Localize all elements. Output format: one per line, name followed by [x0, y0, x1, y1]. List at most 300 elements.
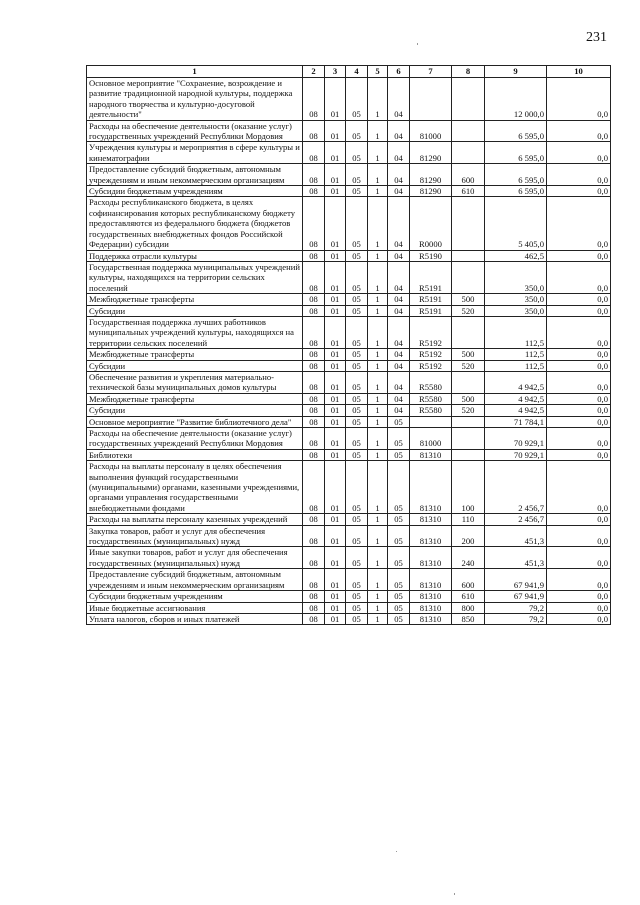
expense-name-cell: Субсидии	[87, 360, 303, 371]
table-cell: 01	[325, 164, 346, 186]
table-cell: R5191	[410, 261, 452, 293]
table-cell: 05	[346, 294, 368, 305]
table-cell: 4 942,5	[485, 393, 547, 404]
table-cell: 600	[452, 164, 485, 186]
budget-table	[86, 65, 611, 625]
table-cell: 01	[325, 428, 346, 450]
table-cell: 05	[346, 371, 368, 393]
table-cell: 04	[388, 164, 410, 186]
table-cell: 05	[346, 514, 368, 525]
table-row	[87, 613, 611, 624]
table-cell: 04	[388, 294, 410, 305]
table-cell: 1	[368, 461, 388, 514]
table-cell: 05	[346, 602, 368, 613]
table-cell: 1	[368, 393, 388, 404]
table-cell: 0,0	[547, 261, 611, 293]
table-cell: 0,0	[547, 461, 611, 514]
table-cell: 0,0	[547, 514, 611, 525]
table-cell: 01	[325, 547, 346, 569]
table-cell: 01	[325, 416, 346, 427]
table-cell: 81310	[410, 547, 452, 569]
table-row	[87, 186, 611, 197]
table-row	[87, 250, 611, 261]
table-row	[87, 405, 611, 416]
table-cell: 05	[346, 569, 368, 591]
table-cell: 0,0	[547, 613, 611, 624]
table-cell: 05	[346, 393, 368, 404]
table-row	[87, 305, 611, 316]
expense-name-cell: Субсидии	[87, 405, 303, 416]
table-row	[87, 316, 611, 348]
table-cell: 08	[303, 349, 325, 360]
table-row	[87, 197, 611, 250]
table-cell: 05	[346, 525, 368, 547]
table-cell: 01	[325, 316, 346, 348]
expense-name-cell: Предоставление субсидий бюджетным, автономным учреждениям и иным некоммерческим организациям	[87, 569, 303, 591]
table-cell	[452, 142, 485, 164]
expense-name-cell: Межбюджетные трансферты	[87, 393, 303, 404]
expense-name-cell: Иные бюджетные ассигнования	[87, 602, 303, 613]
table-cell: 05	[346, 349, 368, 360]
table-cell	[452, 197, 485, 250]
table-cell: 01	[325, 360, 346, 371]
expense-name-cell: Расходы республиканского бюджета, в целях софинансирования которых республиканскому бюджету предоставляются из федерального бюджета (бюджетов государственных внебюджетных фондов Российской Федерации) субсидии	[87, 197, 303, 250]
expense-name-cell: Государственная поддержка муниципальных учреждений культуры, находящихся на территории сельских поселений	[87, 261, 303, 293]
table-cell: 81310	[410, 461, 452, 514]
table-cell	[452, 371, 485, 393]
table-cell: 1	[368, 602, 388, 613]
table-cell: 112,5	[485, 349, 547, 360]
table-cell: 350,0	[485, 261, 547, 293]
table-cell: 01	[325, 591, 346, 602]
table-cell: 08	[303, 449, 325, 460]
table-cell: 350,0	[485, 305, 547, 316]
table-cell: 08	[303, 371, 325, 393]
table-row	[87, 349, 611, 360]
expense-name-cell: Расходы на обеспечение деятельности (оказание услуг) государственных учреждений Республики Мордовия	[87, 120, 303, 142]
table-row	[87, 416, 611, 427]
expense-name-cell: Поддержка отрасли культуры	[87, 250, 303, 261]
table-cell: 1	[368, 186, 388, 197]
table-cell: 04	[388, 261, 410, 293]
table-cell	[410, 416, 452, 427]
table-cell: 800	[452, 602, 485, 613]
table-row	[87, 428, 611, 450]
table-cell: 81310	[410, 602, 452, 613]
table-cell: 1	[368, 142, 388, 164]
page-number: 231	[586, 30, 607, 45]
expense-name-cell: Учреждения культуры и мероприятия в сфере культуры и кинематографии	[87, 142, 303, 164]
table-row	[87, 461, 611, 514]
table-cell: 01	[325, 525, 346, 547]
table-cell: 0,0	[547, 197, 611, 250]
table-cell: 01	[325, 186, 346, 197]
table-cell: 81310	[410, 514, 452, 525]
table-cell: 05	[346, 360, 368, 371]
table-cell: 01	[325, 349, 346, 360]
table-cell: R5190	[410, 250, 452, 261]
table-cell: 70 929,1	[485, 428, 547, 450]
table-cell: R5191	[410, 305, 452, 316]
expense-name-cell: Иные закупки товаров, работ и услуг для обеспечения государственных (муниципальных) нужд	[87, 547, 303, 569]
table-cell: 0,0	[547, 393, 611, 404]
table-cell: 1	[368, 613, 388, 624]
table-cell: 5 405,0	[485, 197, 547, 250]
table-cell: 04	[388, 78, 410, 121]
table-cell: 0,0	[547, 316, 611, 348]
table-cell: 08	[303, 547, 325, 569]
table-cell: 110	[452, 514, 485, 525]
table-cell: 0,0	[547, 164, 611, 186]
table-cell: 01	[325, 393, 346, 404]
table-cell: 01	[325, 294, 346, 305]
header-cell: 9	[485, 66, 547, 78]
table-cell	[452, 316, 485, 348]
table-cell: 01	[325, 142, 346, 164]
table-cell: 08	[303, 197, 325, 250]
scan-speck	[417, 43, 418, 45]
table-cell: 01	[325, 461, 346, 514]
table-cell: 08	[303, 78, 325, 121]
table-row	[87, 360, 611, 371]
table-row	[87, 591, 611, 602]
table-cell: 0,0	[547, 416, 611, 427]
table-cell: 08	[303, 360, 325, 371]
table-cell: 01	[325, 602, 346, 613]
expense-name-cell: Межбюджетные трансферты	[87, 294, 303, 305]
table-cell: 05	[388, 416, 410, 427]
table-cell: 08	[303, 613, 325, 624]
expense-name-cell: Расходы на выплаты персоналу в целях обеспечения выполнения функций государственными (муниципальными) органами, казенными учреждениями, органами управления государственными внебюджетными фондами	[87, 461, 303, 514]
table-cell: 0,0	[547, 142, 611, 164]
table-cell: R5580	[410, 371, 452, 393]
table-body	[87, 78, 611, 625]
table-cell: 04	[388, 120, 410, 142]
table-cell: 05	[346, 613, 368, 624]
table-row	[87, 120, 611, 142]
header-cell: 10	[547, 66, 611, 78]
table-cell: 08	[303, 120, 325, 142]
table-row	[87, 393, 611, 404]
table-cell: 1	[368, 525, 388, 547]
table-cell: 08	[303, 525, 325, 547]
table-cell: 0,0	[547, 371, 611, 393]
table-row	[87, 371, 611, 393]
table-row	[87, 78, 611, 121]
table-cell: 08	[303, 602, 325, 613]
table-cell: 01	[325, 261, 346, 293]
table-cell: 0,0	[547, 428, 611, 450]
table-cell	[452, 120, 485, 142]
table-cell: 81290	[410, 186, 452, 197]
table-cell: 04	[388, 405, 410, 416]
table-cell: 1	[368, 371, 388, 393]
table-cell: 05	[346, 461, 368, 514]
table-row	[87, 547, 611, 569]
table-cell: 500	[452, 349, 485, 360]
table-cell: 500	[452, 393, 485, 404]
table-cell: 08	[303, 461, 325, 514]
table-cell: 6 595,0	[485, 142, 547, 164]
table-cell: 1	[368, 591, 388, 602]
table-cell: 112,5	[485, 316, 547, 348]
scan-speck	[454, 893, 455, 895]
table-cell: 05	[346, 416, 368, 427]
table-cell: 1	[368, 547, 388, 569]
table-cell: 01	[325, 120, 346, 142]
table-cell: 08	[303, 514, 325, 525]
table-cell: 200	[452, 525, 485, 547]
table-cell: 05	[388, 525, 410, 547]
table-cell: 01	[325, 250, 346, 261]
expense-name-cell: Закупка товаров, работ и услуг для обеспечения государственных (муниципальных) нужд	[87, 525, 303, 547]
table-cell: 1	[368, 120, 388, 142]
table-cell: 81000	[410, 120, 452, 142]
table-cell: 6 595,0	[485, 120, 547, 142]
table-cell: 08	[303, 261, 325, 293]
header-cell: 6	[388, 66, 410, 78]
table-cell: 05	[346, 405, 368, 416]
table-cell: 1	[368, 428, 388, 450]
table-cell	[452, 449, 485, 460]
table-cell: 05	[388, 602, 410, 613]
table-cell: 12 000,0	[485, 78, 547, 121]
table-cell: 81310	[410, 613, 452, 624]
table-cell: 6 595,0	[485, 164, 547, 186]
table-cell: 08	[303, 294, 325, 305]
table-cell: 05	[346, 142, 368, 164]
table-cell: 08	[303, 305, 325, 316]
header-cell: 7	[410, 66, 452, 78]
table-cell: 350,0	[485, 294, 547, 305]
table-cell: 05	[388, 514, 410, 525]
table-row	[87, 525, 611, 547]
table-cell: R5580	[410, 393, 452, 404]
table-cell: 04	[388, 316, 410, 348]
table-cell: 1	[368, 405, 388, 416]
table-cell: 67 941,9	[485, 591, 547, 602]
table-cell: 05	[388, 428, 410, 450]
table-cell: 05	[388, 547, 410, 569]
table-cell: 0,0	[547, 525, 611, 547]
table-cell: 05	[388, 591, 410, 602]
table-cell: 0,0	[547, 120, 611, 142]
table-cell: 01	[325, 371, 346, 393]
table-cell: 08	[303, 591, 325, 602]
table-row	[87, 602, 611, 613]
table-cell: 1	[368, 316, 388, 348]
table-cell	[452, 261, 485, 293]
expense-name-cell: Основное мероприятие "Развитие библиотечного дела"	[87, 416, 303, 427]
table-cell: 0,0	[547, 360, 611, 371]
table-cell: 81290	[410, 142, 452, 164]
expense-name-cell: Библиотеки	[87, 449, 303, 460]
table-cell: 451,3	[485, 547, 547, 569]
table-row	[87, 449, 611, 460]
scan-speck	[396, 851, 397, 852]
table-cell: 520	[452, 405, 485, 416]
table-cell: 4 942,5	[485, 405, 547, 416]
table-cell: 05	[346, 591, 368, 602]
table-cell: 70 929,1	[485, 449, 547, 460]
table-cell: R5192	[410, 360, 452, 371]
table-cell: 81310	[410, 449, 452, 460]
table-cell: 05	[346, 186, 368, 197]
table-cell: 81310	[410, 569, 452, 591]
table-cell	[452, 428, 485, 450]
table-cell	[452, 416, 485, 427]
table-row	[87, 294, 611, 305]
table-cell: 451,3	[485, 525, 547, 547]
table-cell: 08	[303, 316, 325, 348]
expense-name-cell: Субсидии бюджетным учреждениям	[87, 591, 303, 602]
table-cell: 05	[346, 305, 368, 316]
table-cell: 81310	[410, 591, 452, 602]
table-cell: R5191	[410, 294, 452, 305]
table-cell: 04	[388, 186, 410, 197]
table-cell: 67 941,9	[485, 569, 547, 591]
table-cell: 462,5	[485, 250, 547, 261]
table-cell: 01	[325, 613, 346, 624]
table-cell: 2 456,7	[485, 461, 547, 514]
table-cell: 04	[388, 393, 410, 404]
table-cell: 2 456,7	[485, 514, 547, 525]
table-cell: 0,0	[547, 294, 611, 305]
table-cell: 4 942,5	[485, 371, 547, 393]
table-cell: R5192	[410, 349, 452, 360]
header-cell: 1	[87, 66, 303, 78]
table-cell: 520	[452, 360, 485, 371]
table-cell: 08	[303, 250, 325, 261]
table-cell: 81000	[410, 428, 452, 450]
table-cell: 04	[388, 349, 410, 360]
table-cell: 1	[368, 349, 388, 360]
table-cell: 1	[368, 569, 388, 591]
table-cell: 08	[303, 428, 325, 450]
table-cell: 04	[388, 371, 410, 393]
expense-name-cell: Расходы на обеспечение деятельности (оказание услуг) государственных учреждений Республики Мордовия	[87, 428, 303, 450]
table-cell: 05	[346, 428, 368, 450]
table-cell: 05	[388, 461, 410, 514]
table-cell: 0,0	[547, 405, 611, 416]
table-cell: 0,0	[547, 591, 611, 602]
table-cell: 81310	[410, 525, 452, 547]
table-cell: 0,0	[547, 305, 611, 316]
expense-name-cell: Государственная поддержка лучших работников муниципальных учреждений культуры, находящихся на территории сельских поселений	[87, 316, 303, 348]
table-cell: 610	[452, 591, 485, 602]
table-cell: 1	[368, 78, 388, 121]
table-row	[87, 164, 611, 186]
table-cell: 1	[368, 416, 388, 427]
table-cell: 01	[325, 78, 346, 121]
table-cell: 0,0	[547, 186, 611, 197]
expense-name-cell: Предоставление субсидий бюджетным, автономным учреждениям и иным некоммерческим организациям	[87, 164, 303, 186]
table-cell: 08	[303, 164, 325, 186]
table-cell: R5580	[410, 405, 452, 416]
expense-name-cell: Субсидии бюджетным учреждениям	[87, 186, 303, 197]
expense-name-cell: Обеспечение развития и укрепления материально-технической базы муниципальных домов культуры	[87, 371, 303, 393]
table-cell: 100	[452, 461, 485, 514]
table-cell: 04	[388, 197, 410, 250]
table-cell: 05	[346, 164, 368, 186]
table-cell: 850	[452, 613, 485, 624]
table-cell: 1	[368, 305, 388, 316]
table-cell	[452, 78, 485, 121]
table-cell: 04	[388, 305, 410, 316]
table-cell: 79,2	[485, 602, 547, 613]
table-cell: 05	[346, 197, 368, 250]
header-cell: 5	[368, 66, 388, 78]
header-row	[87, 66, 611, 78]
header-cell: 4	[346, 66, 368, 78]
table-cell	[452, 250, 485, 261]
table-cell: 0,0	[547, 78, 611, 121]
table-cell: 81290	[410, 164, 452, 186]
table-cell: 05	[388, 569, 410, 591]
table-cell: 01	[325, 514, 346, 525]
header-cell: 8	[452, 66, 485, 78]
expense-name-cell: Основное мероприятие "Сохранение, возрождение и развитие традиционной народной культуры, поддержка народного творчества и культурно-досуговой деятельности"	[87, 78, 303, 121]
table-cell: 05	[346, 449, 368, 460]
table-cell: 71 784,1	[485, 416, 547, 427]
table-cell: 520	[452, 305, 485, 316]
table-cell: 05	[346, 547, 368, 569]
table-cell: 01	[325, 569, 346, 591]
table-cell: 01	[325, 305, 346, 316]
table-cell: 01	[325, 197, 346, 250]
table-row	[87, 569, 611, 591]
table-cell: 240	[452, 547, 485, 569]
table-cell: 08	[303, 142, 325, 164]
table-cell: 08	[303, 416, 325, 427]
table-cell: 1	[368, 261, 388, 293]
table-cell: 0,0	[547, 547, 611, 569]
table-cell: 04	[388, 142, 410, 164]
table-cell: 05	[346, 316, 368, 348]
table-cell: 01	[325, 405, 346, 416]
table-cell: 1	[368, 514, 388, 525]
table-cell: 0,0	[547, 569, 611, 591]
header-cell: 3	[325, 66, 346, 78]
table-cell: 1	[368, 164, 388, 186]
table-cell: 04	[388, 360, 410, 371]
table-cell: 0,0	[547, 250, 611, 261]
table-cell: 1	[368, 360, 388, 371]
table-cell: 0,0	[547, 602, 611, 613]
table-row	[87, 514, 611, 525]
table-cell: 112,5	[485, 360, 547, 371]
table-cell: 610	[452, 186, 485, 197]
header-cell: 2	[303, 66, 325, 78]
expense-name-cell: Межбюджетные трансферты	[87, 349, 303, 360]
table-row	[87, 261, 611, 293]
table-cell: R5192	[410, 316, 452, 348]
table-cell: 05	[346, 250, 368, 261]
table-cell: 05	[388, 449, 410, 460]
table-cell: 0,0	[547, 449, 611, 460]
table-cell: 01	[325, 449, 346, 460]
table-cell: 79,2	[485, 613, 547, 624]
table-cell: 08	[303, 393, 325, 404]
table-cell: 08	[303, 405, 325, 416]
table-cell: 08	[303, 569, 325, 591]
table-cell	[410, 78, 452, 121]
table-cell: 1	[368, 294, 388, 305]
table-cell: 05	[346, 78, 368, 121]
table-cell: 0,0	[547, 349, 611, 360]
table-cell: 05	[346, 261, 368, 293]
table-cell: 1	[368, 197, 388, 250]
